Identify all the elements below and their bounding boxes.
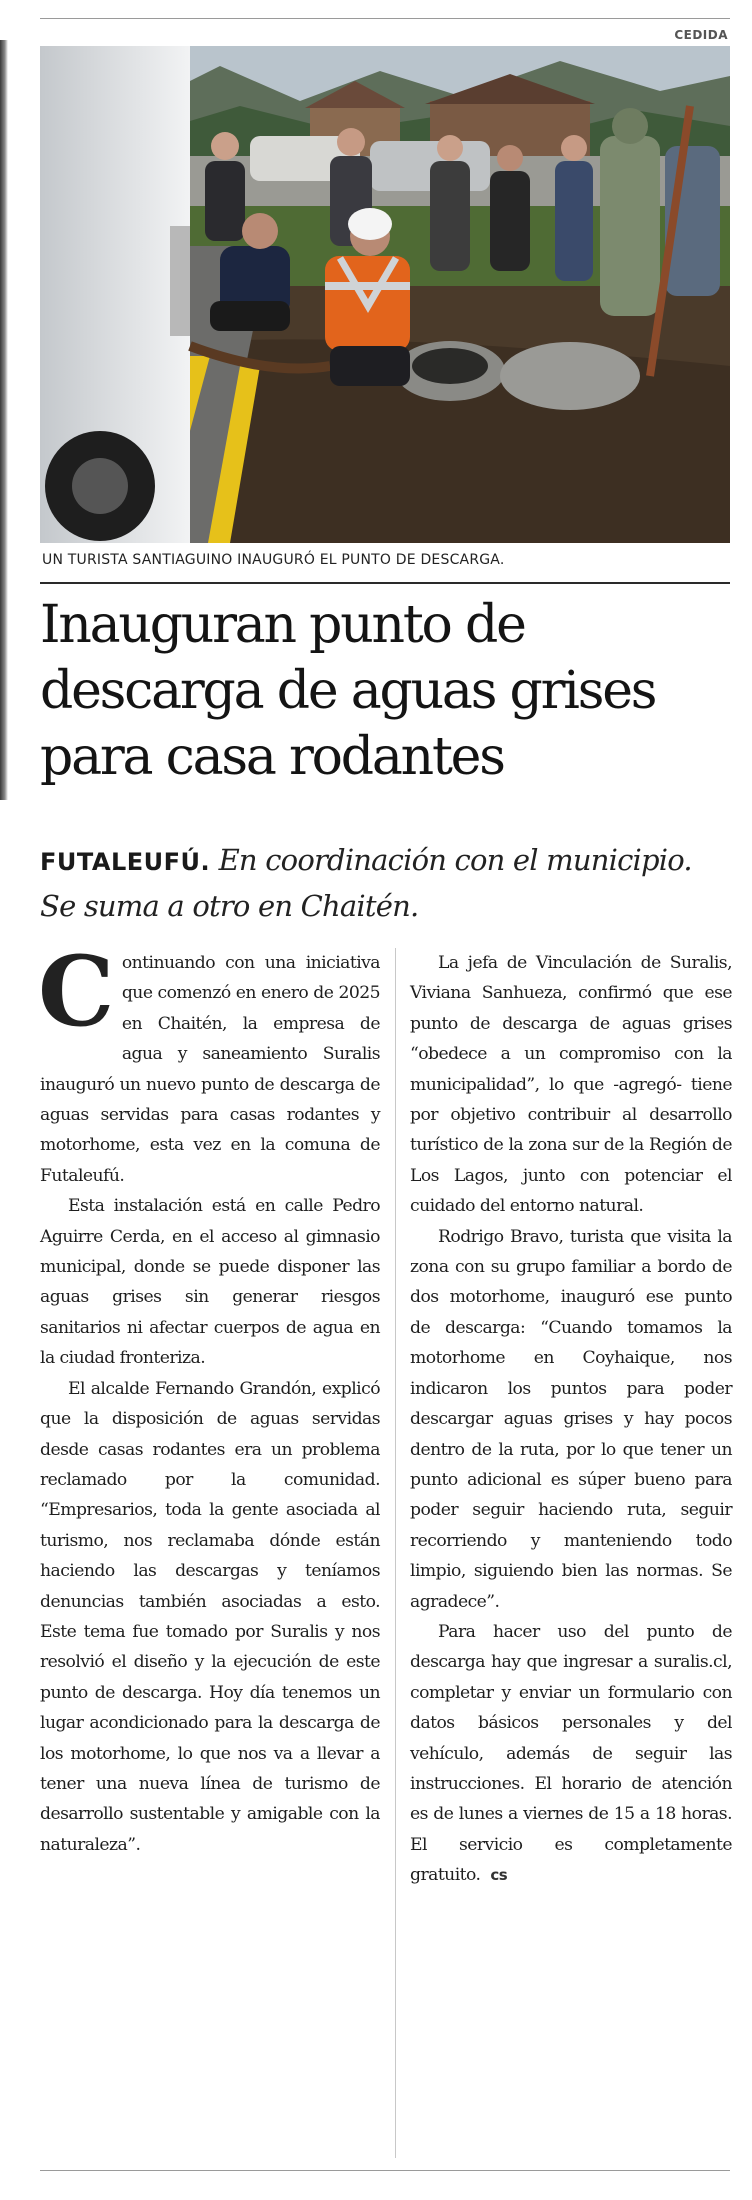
headline-line: Inauguran punto de <box>40 595 525 655</box>
article-column-left <box>38 935 380 1860</box>
caption-rule <box>40 582 730 584</box>
photo-caption: UN TURISTA SANTIAGUINO INAUGURÓ EL PUNTO DE DESCARGA. <box>42 552 505 568</box>
deck-location: FUTALEUFÚ. <box>40 848 211 876</box>
paragraph: Esta instalación está en calle Pedro Aguirre Cerda, en el acceso al gimnasio municipal, donde se puede disponer las aguas grises sin generar riesgos sanitarios ni afectar cuerpos de agua en la ciudad fronteriza. <box>40 1196 380 1369</box>
paragraph-text: ontinuando con una iniciativa que comenzó en enero de 2025 en Chaitén, la empresa de agua y saneamiento Suralis inauguró un nuevo punto de descarga de aguas servidas para casas rodantes y motorhome, esta vez en la comuna de Futaleufú. <box>40 953 380 1186</box>
article-column-right <box>410 948 732 1891</box>
top-rule <box>40 18 730 19</box>
deck-text: En coordinación con el municipio. Se suma a otro en Chaitén. <box>40 843 692 923</box>
article-photo <box>40 46 730 543</box>
headline-line: descarga de aguas grises <box>40 661 656 721</box>
drop-cap: C <box>38 935 114 1048</box>
paragraph: Rodrigo Bravo, turista que visita la zona con su grupo familiar a bordo de dos motorhome, inauguró ese punto de descarga: “Cuando tomamos la motorhome en Coyhaique, nos indicaron los puntos para poder descargar aguas grises y hay pocos dentro de la ruta, por lo que tener un punto adicional es súper bueno para poder seguir haciendo ruta, seguir recorriendo y manteniendo todo limpio, siguiendo bien las normas. Se agradece”. <box>410 1226 732 1612</box>
paragraph: El alcalde Fernando Grandón, explicó que la disposición de aguas servidas desde casas rodantes era un problema reclamado por la comunidad. “Empresarios, toda la gente asociada al turismo, nos reclamaba dónde están haciendo las descargas y teníamos denuncias también asociadas a esto. Este tema fue tomado por Suralis y nos resolvió el diseño y la ejecución de este punto de descarga. Hoy día tenemos un lugar acondicionado para la descarga de los motorhome, lo que nos va a llevar a tener una nueva línea de turismo de desarrollo sustentable y amigable con la naturaleza”. <box>40 1378 380 1855</box>
column-divider <box>395 948 396 2158</box>
headline <box>40 592 730 790</box>
bottom-rule <box>40 2170 730 2171</box>
photo-credit: CEDIDA <box>674 28 728 42</box>
end-mark-icon: cs <box>490 1866 508 1885</box>
headline-line: para casa rodantes <box>40 727 504 787</box>
page-edge-shadow <box>0 40 8 800</box>
paragraph <box>38 935 380 1191</box>
paragraph <box>410 1617 732 1891</box>
paragraph: La jefa de Vinculación de Suralis, Viviana Sanhueza, confirmó que ese punto de descarga de aguas grises “obedece a un compromiso con la municipalidad”, lo que -agregó- tiene por objetivo contribuir al desarrollo turístico de la zona sur de la Región de Los Lagos, junto con potenciar el cuidado del entorno natural. <box>410 953 732 1217</box>
paragraph-text: Para hacer uso del punto de descarga hay que ingresar a suralis.cl, completar y enviar un formulario con datos básicos personales y del vehículo, además de seguir las instrucciones. El horario de atención es de lunes a viernes de 15 a 18 horas. El servicio es completamente gratuito. <box>410 1621 732 1886</box>
deck <box>40 838 730 928</box>
photo-illustration-icon <box>40 46 730 543</box>
